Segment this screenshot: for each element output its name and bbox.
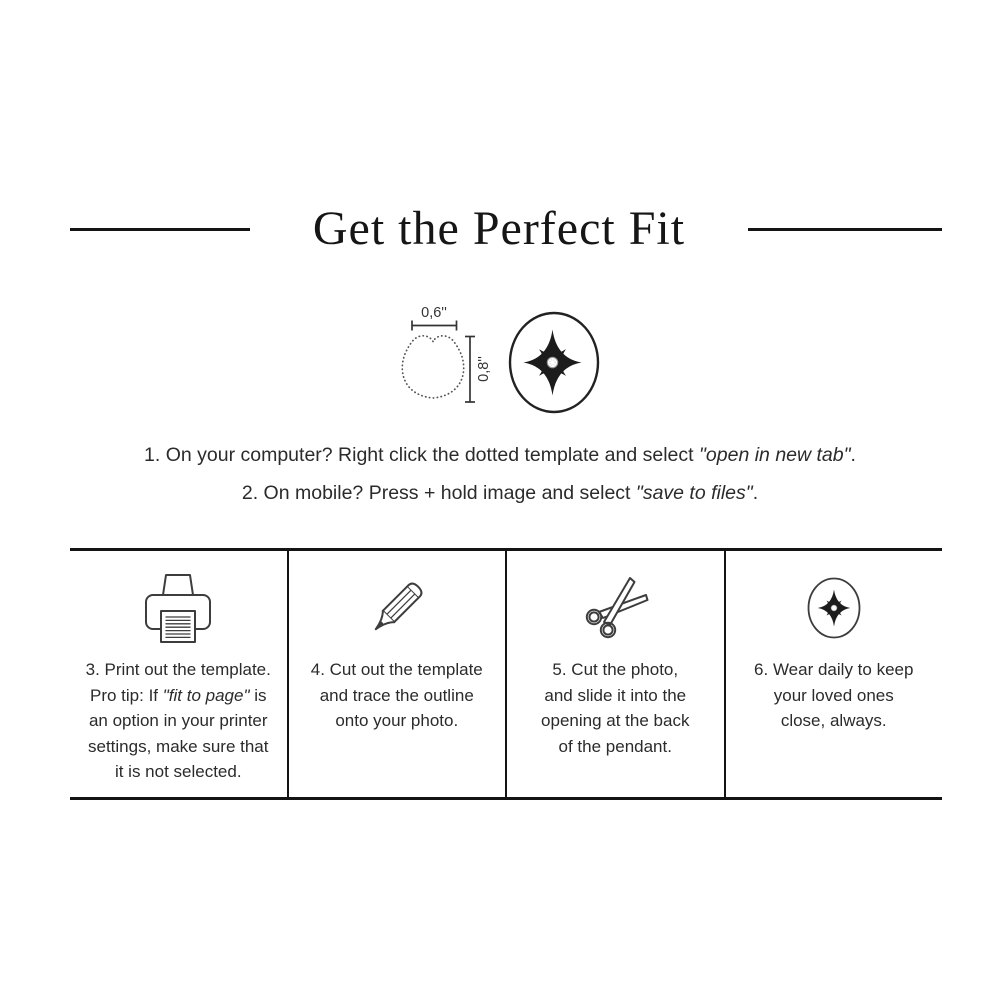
step-5-line: 5. Cut the photo, — [552, 660, 679, 679]
size-diagram — [385, 292, 615, 424]
pendant-illustration — [510, 313, 598, 412]
title-rule-left — [70, 228, 250, 231]
pencil-icon — [289, 564, 506, 652]
dotted-template-outline — [402, 336, 463, 398]
pendant-icon — [726, 564, 943, 652]
step-6-line: 6. Wear daily to keep — [754, 660, 914, 679]
step-6-text — [726, 657, 943, 734]
step-3-line: 3. Print out the template. — [85, 660, 271, 679]
title-rule-right — [748, 228, 942, 231]
step-3-protip-post: is — [249, 685, 267, 705]
width-dimension-label: 0,6'' — [421, 305, 447, 321]
step-4-line: 4. Cut out the template — [310, 660, 483, 679]
step-cell-wear — [724, 551, 943, 797]
instructions — [0, 436, 1000, 512]
step-3-protip-quoted: "fit to page" — [162, 685, 250, 705]
instruction-line-2 — [0, 474, 1000, 512]
step-cell-insert — [505, 551, 724, 797]
steps-table — [70, 548, 942, 800]
instruction-1-pre: 1. On your computer? Right click the dotted template and select — [144, 444, 699, 466]
step-cell-trace — [287, 551, 506, 797]
height-dimension-label: 0,8'' — [476, 356, 492, 382]
step-6-line: close, always. — [780, 711, 887, 730]
step-4-line: and trace the outline — [319, 685, 474, 705]
width-dimension — [412, 321, 457, 331]
page-title: Get the Perfect Fit — [312, 202, 686, 255]
title-row — [70, 194, 942, 264]
instruction-2-pre: 2. On mobile? Press + hold image and select — [241, 482, 636, 504]
step-5-line: and slide it into the — [544, 685, 687, 705]
step-4-text — [289, 657, 506, 734]
step-3-line — [70, 683, 287, 709]
step-5-text — [507, 657, 724, 759]
instruction-2-quoted: "save to files" — [635, 482, 753, 504]
step-3-line: it is not selected. — [114, 762, 242, 781]
step-5-line: of the pendant. — [558, 736, 672, 756]
instruction-line-1 — [0, 436, 1000, 474]
printer-icon — [70, 564, 287, 652]
scissors-icon — [507, 564, 724, 652]
step-5-line: opening at the back — [541, 711, 690, 730]
step-3-line: settings, make sure that — [88, 736, 269, 756]
instruction-2-post: . — [752, 482, 759, 504]
instruction-1-post: . — [850, 444, 856, 466]
step-4-line: onto your photo. — [335, 711, 459, 730]
step-6-line: your loved ones — [773, 685, 894, 705]
instruction-1-quoted: "open in new tab" — [699, 444, 851, 466]
step-3-protip-pre: Pro tip: If — [90, 685, 163, 705]
step-3-line: an option in your printer — [88, 711, 268, 730]
height-dimension — [465, 337, 475, 403]
step-3-text — [70, 657, 287, 785]
step-cell-print — [70, 551, 287, 797]
size-diagram-svg — [385, 292, 615, 424]
